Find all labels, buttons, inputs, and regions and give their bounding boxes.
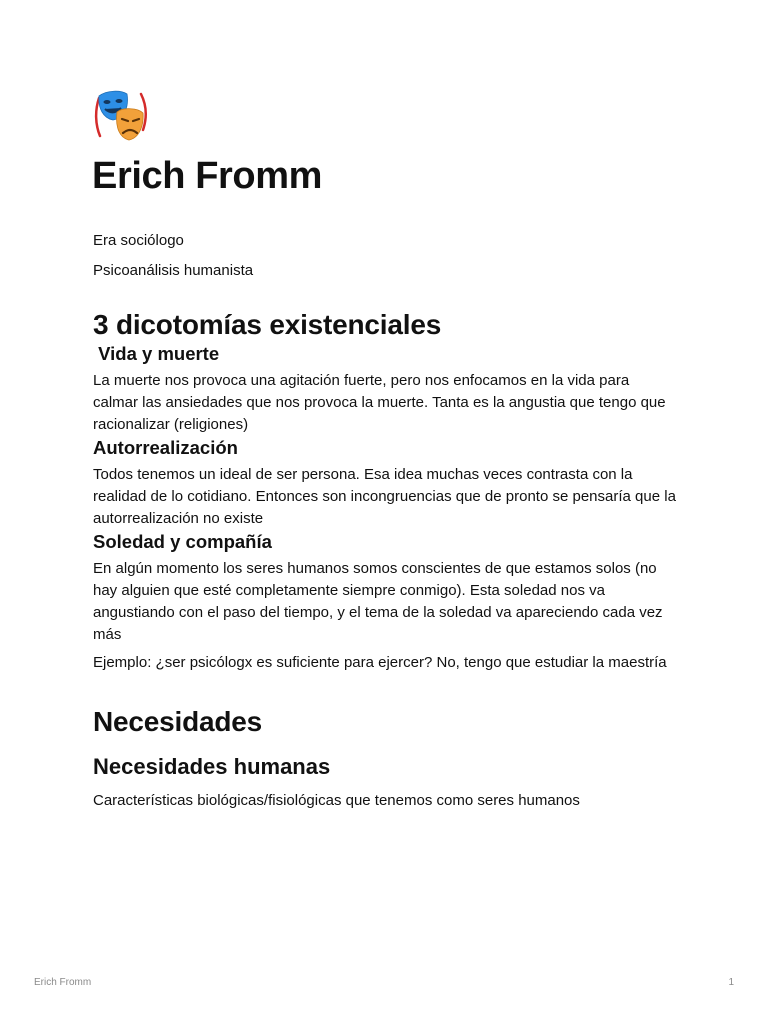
meta-line: Era sociólogo (93, 231, 184, 249)
subsection-heading: Soledad y compañía (93, 530, 272, 552)
paragraph: Características biológicas/fisiológicas que tenemos como seres humanos (93, 791, 580, 809)
section-heading: Necesidades (93, 705, 263, 737)
paragraph: En algún momento los seres humanos somos conscientes de que estamos solos (no hay alguien que esté completamente siempre conmigo). Esta soledad nos va angustiando con el paso del tiempo, y el tema de la soledad va apareciendo cada vez más (93, 559, 663, 643)
page-number: 1 (728, 977, 734, 988)
subsection-heading: Autorrealización (93, 436, 238, 458)
paragraph: La muerte nos provoca una agitación fuerte, pero nos enfocamos en la vida para calmar las ansiedades que nos provoca la muerte. Tanta es la angustia que tengo que racionalizar (religiones) (93, 371, 666, 433)
document-page (93, 88, 678, 812)
footer-title: Erich Fromm (34, 977, 92, 988)
paragraph: Ejemplo: ¿ser psicólogx es suficiente para ejercer? No, tengo que estudiar la maestría (93, 653, 667, 671)
paragraph: Todos tenemos un ideal de ser persona. Esa idea muchas veces contrasta con la realidad de lo cotidiano. Entonces son incongruencias que de pronto se pensaría que la autorrealización no existe (93, 465, 676, 527)
page-title: Erich Fromm (92, 155, 322, 197)
subsection-heading: Vida y muerte (93, 342, 220, 364)
subsection-heading: Necesidades humanas (93, 753, 331, 779)
section-heading: 3 dicotomías existenciales (93, 308, 442, 340)
theater-masks-icon (93, 88, 678, 144)
meta-line: Psicoanálisis humanista (93, 261, 254, 279)
